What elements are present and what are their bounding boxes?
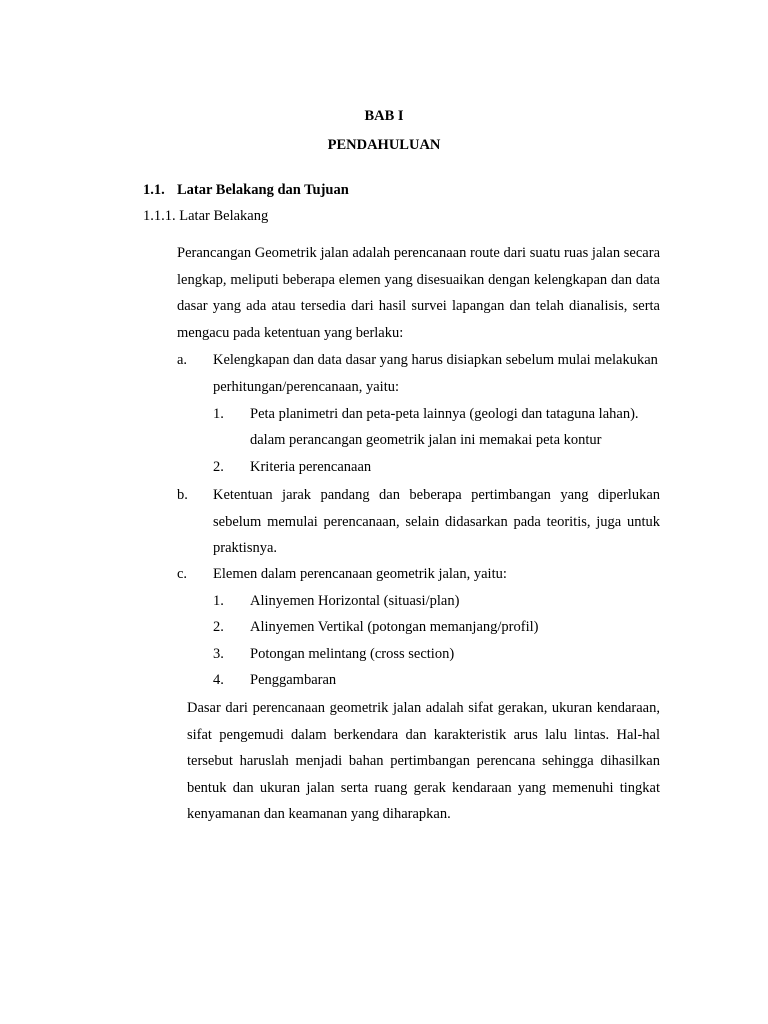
- section-number: 1.1.: [143, 182, 165, 198]
- item-c2-marker: 2.: [213, 619, 224, 635]
- item-c1-marker: 1.: [213, 593, 224, 609]
- item-c1-text: Alinyemen Horizontal (situasi/plan): [250, 593, 460, 609]
- item-c3-marker: 3.: [213, 646, 224, 662]
- item-c-text: Elemen dalam perencanaan geometrik jalan, yaitu:: [213, 566, 507, 582]
- item-a1-line2: dalam perancangan geometrik jalan ini memakai peta kontur: [250, 432, 602, 448]
- chapter-number: BAB I: [364, 108, 404, 124]
- item-c4-marker: 4.: [213, 672, 224, 688]
- item-b-text: Ketentuan jarak pandang dan beberapa pertimbangan yang diperlukan sebelum memulai perencanaan, selain didasarkan pada teoritis, juga untuk praktisnya.: [213, 487, 660, 556]
- item-a2-text: Kriteria perencanaan: [250, 459, 372, 475]
- section-title: Latar Belakang dan Tujuan: [177, 182, 349, 198]
- intro-paragraph: Perancangan Geometrik jalan adalah perencanaan route dari suatu ruas jalan secara lengkap, meliputi beberapa elemen yang disesuaikan dengan kelengkapan dan data dasar yang ada atau tersedia dari hasil survei lapangan dan telah dianalisis, serta mengacu pada ketentuan yang berlaku:: [177, 245, 660, 341]
- item-c-marker: c.: [177, 566, 188, 582]
- item-a-marker: a.: [177, 352, 188, 368]
- item-c4-text: Penggambaran: [250, 672, 337, 688]
- item-c2-text: Alinyemen Vertikal (potongan memanjang/profil): [250, 619, 539, 635]
- item-c3-text: Potongan melintang (cross section): [250, 646, 455, 662]
- item-b-marker: b.: [177, 487, 188, 503]
- subsection-heading: 1.1.1. Latar Belakang: [143, 208, 269, 224]
- item-a1-line1: Peta planimetri dan peta-peta lainnya (geologi dan tataguna lahan).: [250, 406, 639, 422]
- item-a2-marker: 2.: [213, 459, 224, 475]
- closing-paragraph: Dasar dari perencanaan geometrik jalan adalah sifat gerakan, ukuran kendaraan, sifat pengemudi dalam berkendara dan karakteristik arus lalu lintas. Hal-hal tersebut haruslah menjadi bahan pertimbangan perencana sehingga dihasilkan bentuk dan ukuran jalan serta ruang gerak kendaraan yang memenuhi tingkat kenyamanan dan keamanan yang diharapkan.: [187, 700, 660, 822]
- item-a-text: Kelengkapan dan data dasar yang harus disiapkan sebelum mulai melakukan perhitungan/perencanaan, yaitu:: [213, 352, 658, 395]
- item-a1-marker: 1.: [213, 406, 224, 422]
- chapter-title: PENDAHULUAN: [327, 137, 441, 153]
